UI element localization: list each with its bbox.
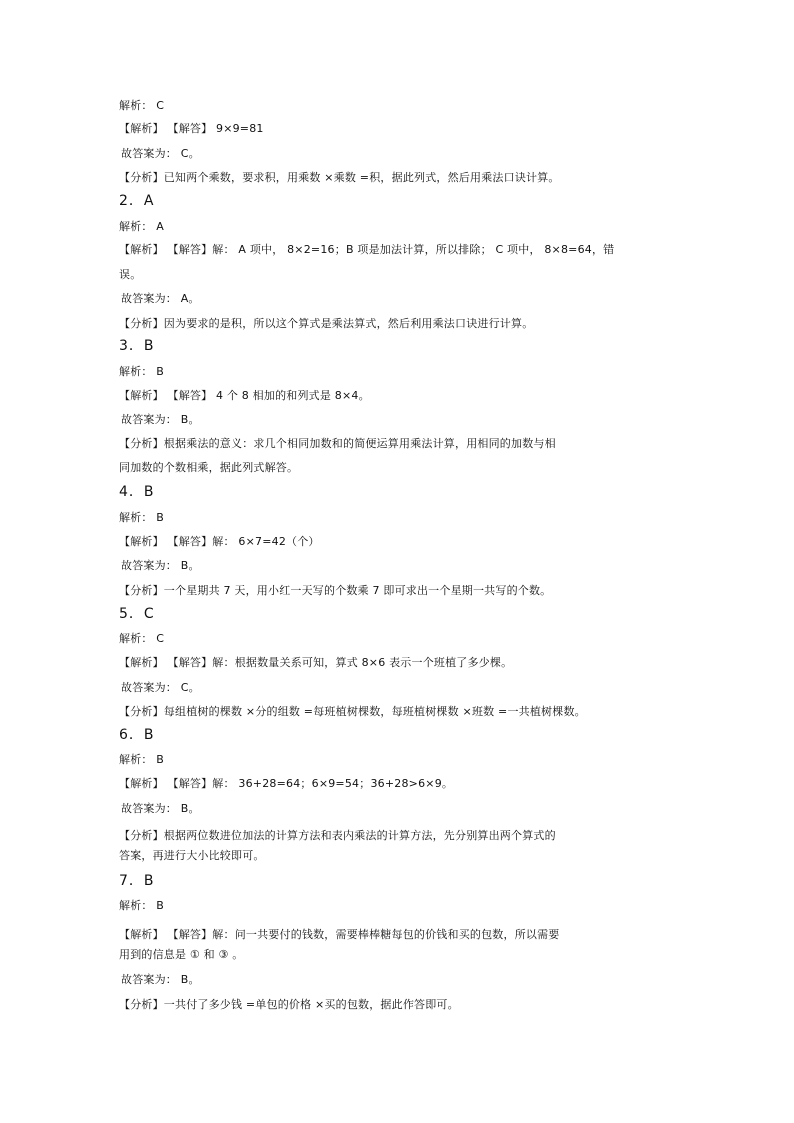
analysis-answer-line: 解析： A bbox=[119, 220, 165, 233]
question-number-heading: 7．B bbox=[119, 873, 155, 889]
explanation-line: 【分析】根据两位数进位加法的计算方法和表内乘法的计算方法，先分别算出两个算式的 bbox=[119, 829, 556, 842]
final-answer-line: 故答案为： B。 bbox=[121, 802, 200, 815]
analysis-answer-line: 解析： B bbox=[119, 511, 165, 524]
solution-line: 【解析】 【解答】解： 36+28=64；6×9=54；36+28>6×9。 bbox=[119, 777, 454, 790]
solution-line: 【解析】 【解答】 4 个 8 相加的和列式是 8×4。 bbox=[119, 389, 370, 402]
analysis-answer-line: 解析： B bbox=[119, 365, 165, 378]
solution-line: 【解析】 【解答】解：根据数量关系可知，算式 8×6 表示一个班植了多少棵。 bbox=[119, 656, 513, 669]
final-answer-line: 故答案为： B。 bbox=[121, 559, 200, 572]
question-number-heading: 6．B bbox=[119, 727, 155, 743]
solution-line: 【解析】 【解答】解： 6×7=42（个） bbox=[119, 535, 320, 548]
continuation-line: 答案，再进行大小比较即可。 bbox=[119, 849, 265, 862]
explanation-line: 【分析】根据乘法的意义：求几个相同加数和的简便运算用乘法计算，用相同的加数与相 bbox=[119, 437, 556, 450]
solution-line: 【解析】 【解答】解： A 项中， 8×2=16；B 项是加法计算，所以排除； C 项中， 8×8=64，错 bbox=[119, 243, 615, 256]
final-answer-line: 故答案为： C。 bbox=[121, 681, 200, 694]
explanation-line: 【分析】每组植树的棵数 ×分的组数 =每班植树棵数，每班植树棵数 ×班数 =一共植树棵数。 bbox=[119, 705, 586, 718]
final-answer-line: 故答案为： B。 bbox=[121, 413, 200, 426]
continuation-line: 用到的信息是 ① 和 ③ 。 bbox=[119, 948, 244, 961]
analysis-answer-line: 解析： B bbox=[119, 899, 165, 912]
analysis-answer-line: 解析： B bbox=[119, 753, 165, 766]
solution-line: 【解析】 【解答】解：问一共要付的钱数，需要棒棒糖每包的价钱和买的包数，所以需要 bbox=[119, 928, 560, 941]
final-answer-line: 故答案为： B。 bbox=[121, 973, 200, 986]
analysis-answer-line: 解析： C bbox=[119, 632, 165, 645]
question-number-heading: 4．B bbox=[119, 484, 155, 500]
question-number-heading: 3．B bbox=[119, 338, 155, 354]
continuation-line: 误。 bbox=[119, 268, 142, 281]
question-number-heading: 2．A bbox=[119, 193, 155, 209]
continuation-line: 同加数的个数相乘，据此列式解答。 bbox=[119, 461, 299, 474]
explanation-line: 【分析】已知两个乘数，要求积，用乘数 ×乘数 =积，据此列式，然后用乘法口诀计算。 bbox=[119, 171, 560, 184]
explanation-line: 【分析】一个星期共 7 天，用小红一天写的个数乘 7 即可求出一个星期一共写的个数。 bbox=[119, 584, 552, 597]
final-answer-line: 故答案为： C。 bbox=[121, 147, 200, 160]
explanation-line: 【分析】一共付了多少钱 =单包的价格 ×买的包数，据此作答即可。 bbox=[119, 998, 459, 1011]
solution-line: 【解析】 【解答】 9×9=81 bbox=[119, 122, 264, 135]
question-number-heading: 5．C bbox=[119, 606, 155, 622]
analysis-answer-line: 解析： C bbox=[119, 99, 165, 112]
explanation-line: 【分析】因为要求的是积，所以这个算式是乘法算式，然后利用乘法口诀进行计算。 bbox=[119, 317, 534, 330]
final-answer-line: 故答案为： A。 bbox=[121, 292, 200, 305]
